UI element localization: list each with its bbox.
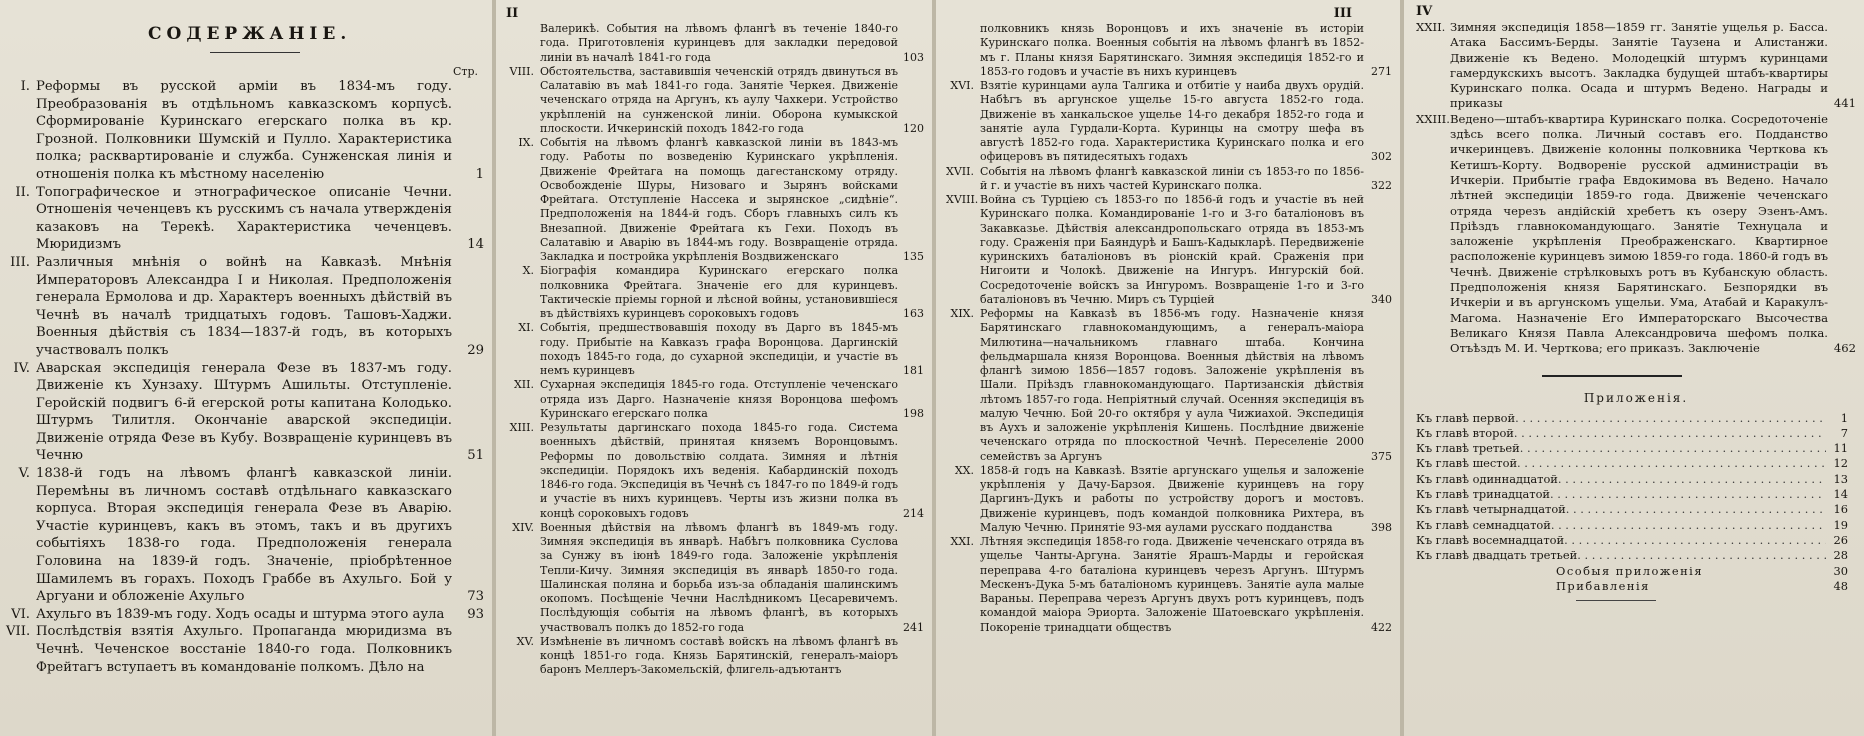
chapter-number: I. (20, 79, 30, 94)
page-number-empty (6, 8, 484, 24)
chapter-summary: Ахульго въ 1839-мъ году. Ходъ осады и штурма этого аула (36, 606, 445, 622)
toc-entry (6, 184, 484, 254)
chapter-page: 340 (1371, 292, 1392, 306)
chapter-number: X. (522, 264, 534, 278)
chapter-summary: Бiографiя командира Куринскаго егерскаго полка полковника Фрейтага. Значенiе его для куринцевъ. Тактическiе прiемы горной и лѣсной войны, установившiеся въ дѣйствiяхъ куринцевъ сороковыхъ годовъ (540, 264, 898, 320)
dot-leader (1566, 502, 1826, 517)
appendix-item (1416, 426, 1856, 441)
chapter-page: 302 (1371, 150, 1392, 164)
chapter-page: 322 (1371, 178, 1392, 192)
appendix-label: Къ главѣ первой (1416, 410, 1516, 425)
chapter-number: V. (18, 466, 30, 482)
appendix-item (1416, 487, 1856, 502)
appendix-label: Прибавленiя (1556, 578, 1650, 593)
chapter-page: 441 (1833, 96, 1856, 111)
chapter-summary: Обстоятельства, заставившiя чеченскiй отрядъ двинуться въ Салатавiю въ маѣ 1841-го года. Занятiе Черкея. Движенiе чеченскаго отряда на Аргунъ, къ аулу Чахкери. Устройство укрѣпленiй на сунженской линiи. Оборона кумыкской плоскости. Ичкеринскiй походъ 1842-го года (540, 64, 898, 135)
appendix-label: Къ главѣ одиннадцатой (1416, 471, 1558, 486)
page-number: IV (1416, 4, 1433, 19)
toc-entry (946, 165, 1392, 194)
toc-entry (6, 78, 484, 184)
chapter-number: XXI. (950, 535, 974, 548)
toc-list (946, 79, 1392, 635)
toc-continuation (506, 22, 924, 65)
toc-entry (6, 623, 484, 676)
toc-entry (506, 264, 924, 321)
appendix-page: 12 (1833, 456, 1848, 471)
chapter-page: 375 (1371, 449, 1392, 463)
chapter-number: XXII. (1416, 20, 1446, 34)
page-3 (936, 0, 1400, 736)
appendix-item (1416, 548, 1856, 563)
appendix-item (1416, 441, 1856, 456)
dot-leader (1514, 426, 1826, 441)
section-divider (1542, 375, 1682, 377)
chapter-page: 462 (1833, 341, 1856, 356)
appendix-page: 7 (1840, 425, 1848, 440)
chapter-summary: Результаты даргинскаго похода 1845-го года. Система военныхъ дѣйствiй, принятая княземъ Воронцовымъ. Реформы по довольствiю солдата. Зимняя и лѣтнiя экспедицiи. Порядокъ ихъ веденiя. Кабардинскiй походъ 1846-го года. Экспедицiя въ Чечнѣ съ 1847-го по 1849-й годъ и участiе въ нихъ куринцевъ. Черты изъ жизни полка въ концѣ сороковыхъ годовъ (540, 421, 898, 520)
chapter-summary: Военныя дѣйствiя на лѣвомъ флангѣ въ 1849-мъ году. Зимняя экспедицiя въ январѣ. Набѣгъ полковника Суслова за Сунжу въ iюнѣ 1849-го года. Заложенiе укрѣпленiя Тепли-Кичу. Зимняя экспедицiя въ январѣ 1850-го года. Шалинская поляна и борьба изъ-за обладанiя шалинскимъ окопомъ. Посѣщенiе Чечни Наслѣдникомъ Цесаревичемъ. Послѣдующiя событiя на лѣвомъ флангѣ, въ которыхъ участвовалъ полкъ до 1852-го года (540, 520, 898, 634)
appendix-label: Къ главѣ шестой (1416, 456, 1518, 471)
chapter-page: 1 (475, 166, 484, 182)
chapter-number: IV. (13, 360, 30, 376)
chapter-page: 422 (1371, 620, 1392, 634)
chapter-number: XIX. (950, 307, 974, 320)
appendix-page: 28 (1833, 548, 1848, 563)
appendix-page: 13 (1833, 471, 1848, 486)
toc-entry (6, 254, 484, 360)
chapter-summary: Взятiе куринцами аула Талгика и отбитiе у наиба двухъ орудiй. Набѣгъ въ аргунское ущелье 15-го августа 1852-го года. Движенiе въ ханкальское ущелье 14-го декабря 1852-го года и занятiе аула Гурдали-Корта. Куринцы на смотру шефа въ августѣ 1852-го года. Характеристика Куринскаго полка и его офицеровъ въ пятидесятыхъ годахъ (980, 79, 1364, 164)
appendix-item (1416, 533, 1856, 548)
appendix-page: 19 (1833, 517, 1848, 532)
chapter-page: 14 (467, 237, 484, 253)
chapter-number: XV. (516, 634, 534, 648)
chapter-summary: Зимняя экспедицiя 1858—1859 гг. Занятiе ущелья р. Басса. Атака Бассимъ-Берды. Занятiе Таузена и Алистанжи. Движенiе къ Ведено. Молодецкiй штурмъ куринцами гамердукскихъ высотъ. Закладка будущей штабъ-квартиры Куринскаго полка. Осада и штурмъ Ведено. Награды и приказы (1450, 20, 1828, 111)
appendix-page: 48 (1833, 578, 1848, 593)
toc-entry (946, 307, 1392, 464)
chapter-page: 103 (903, 50, 924, 64)
chapter-summary: Реформы на Кавказѣ въ 1856-мъ году. Назначенiе князя Барятинскаго главнокомандующимъ, а генералъ-маiора Милютина—начальникомъ главнаго штаба. Кончина фельдмаршала князя Воронцова. Военныя дѣйствiя на лѣвомъ флангѣ зимою 1856—1857 годовъ. Заложенiе укрѣпленiя въ Шали. Прiѣздъ главнокомандующаго. Партизанскiя дѣйствiя лѣтомъ 1857-го года. Непрiятный случай. Осенняя экспедицiя въ малую Чечню. Бой 20-го октября у аула Чижиахой. Экспедицiя въ Аухъ и заложенiе укрѣпленiя Кишень. Послѣдние движенiе чеченскаго отряда по плоскостной Чечнѣ. Переселенiе 2000 семействъ за Аргунъ (980, 307, 1364, 463)
chapter-number: XIV. (512, 520, 534, 534)
page-number: II (506, 6, 519, 21)
page-4 (1404, 0, 1864, 736)
title-ornament-rule (210, 52, 300, 55)
chapter-page: 181 (903, 364, 924, 377)
toc-entry (6, 360, 484, 466)
chapter-page: 241 (903, 620, 924, 634)
chapter-page: 73 (467, 589, 484, 605)
chapter-page: 120 (903, 121, 924, 135)
dot-leader (1520, 441, 1826, 456)
dot-leader (1564, 533, 1826, 548)
appendix-page: 1 (1840, 410, 1848, 425)
chapter-page: 398 (1371, 520, 1392, 534)
toc-entry (506, 635, 924, 678)
toc-entry (506, 421, 924, 521)
toc-list (6, 78, 484, 676)
appendix-heading: Приложенiя. (1583, 390, 1689, 405)
page-title: СОДЕРЖАНIЕ. (148, 24, 352, 44)
chapter-summary: Послѣдствiя взятiя Ахульго. Пропаганда мюридизма въ Чечнѣ. Чеченское восстанiе 1840-го года. Полковникъ Фрейтагъ вступаетъ въ командованiе полкомъ. Дѣло на (36, 624, 452, 675)
chapter-number: XVIII. (946, 193, 979, 206)
toc-entry (506, 321, 924, 378)
chapter-number: VI. (11, 606, 30, 622)
chapter-page: 214 (903, 506, 924, 520)
page-column-header: Стр. (452, 65, 478, 78)
chapter-summary: Сухарная экспедицiя 1845-го года. Отступленiе чеченскаго отряда изъ Дарго. Назначенiе князя Воронцова шефомъ Куринскаго егерскаго полка (540, 378, 898, 420)
chapter-number: IX. (518, 136, 534, 149)
dot-leader (1577, 548, 1826, 563)
toc-list (506, 65, 924, 678)
chapter-summary: Аварская экспедицiя генерала Фезе въ 1837-мъ году. Движенiе къ Хунзаху. Штурмъ Ашильты. Отступленiе. Геройскiй подвигъ 6-й егерской роты капитана Колодько. Штурмъ Тилитля. Окончанiе аварской экспедицiи. Движенiе отряда Фезе въ Кубу. Возвращенiе куринцевъ въ Чечню (36, 360, 452, 464)
chapter-number: XXIII. (1416, 111, 1450, 126)
toc-entry (506, 378, 924, 421)
chapter-summary: Различныя мнѣнiя о войнѣ на Кавказѣ. Мнѣнiя Императоровъ Александра I и Николая. Предположенiя генерала Ермолова и др. Характеръ военныхъ дѣйствiй въ Чечнѣ въ началѣ тридцатыхъ годовъ. Ташовъ-Хаджи. Военныя дѣйствiя съ 1834—1837-й годъ, въ которыхъ участвовалъ полкъ (36, 254, 452, 358)
chapter-page: 135 (903, 250, 924, 263)
toc-entry (1416, 20, 1856, 112)
chapter-page: 93 (467, 606, 484, 622)
chapter-number: XVII. (946, 164, 974, 178)
appendix-page: 30 (1833, 563, 1848, 578)
chapter-summary: Лѣтняя экспедицiя 1858-го года. Движенiе чеченскаго отряда въ ущелье Чанты-Аргуна. Занятiе Ярашъ-Марды и геройская переправа 4-го баталiона куринцевъ черезъ Аргунъ. Штурмъ Мескенъ-Дука 5-мъ баталiономъ куринцевъ. Занятiе аула малые Вараньы. Переправа черезъ Аргунъ двухъ ротъ куринцевъ, подъ командой маiора Эриорта. Заложенiе Шатоевскаго укрѣпленiя. Покоренiе тринадцати обществъ (980, 535, 1364, 634)
appendix-label: Къ главѣ семнадцатой (1416, 517, 1551, 532)
page-2 (496, 0, 932, 736)
tail-ornament (1576, 600, 1656, 601)
toc-entry (6, 465, 484, 606)
appendix-page: 14 (1833, 487, 1848, 502)
toc-entry (1416, 112, 1856, 357)
chapter-summary: 1838-й годъ на лѣвомъ флангѣ кавказской линiи. Перемѣны въ личномъ составѣ отдѣльнаго кавказскаго корпуса. Вторая экспедицiя генерала Фезе въ Аварiю. Участiе куринцевъ, какъ въ этомъ, такъ и въ другихъ событiяхъ 1838-го года. Предположенiя генерала Головина на 1839-й годъ. Значенiе, прiобрѣтенное Шамилемъ въ горахъ. Походъ Граббе въ Ахульго. Бой у Аргуани и обложенiе Ахульго (36, 466, 452, 605)
appendix-label: Особыя приложенiя (1556, 563, 1704, 578)
chapter-number: XVI. (950, 79, 974, 92)
toc-list (1416, 20, 1856, 357)
appendix-label: Къ главѣ тринадцатой (1416, 487, 1551, 502)
appendix-page: 16 (1833, 502, 1848, 517)
page-number: III (1333, 6, 1352, 21)
appendix-item (1416, 456, 1856, 471)
dot-leader (1550, 487, 1826, 502)
special-appendix-item (1416, 564, 1856, 579)
chapter-page: 198 (903, 406, 924, 420)
toc-entry (6, 606, 484, 624)
chapter-number: III. (10, 254, 30, 270)
appendix-page: 11 (1833, 441, 1848, 456)
chapter-page: 51 (467, 448, 484, 464)
chapter-number: XII. (513, 378, 534, 392)
chapter-number: VIII. (509, 64, 534, 78)
appendix-label: Къ главѣ второй (1416, 425, 1514, 440)
chapter-summary: Событiя на лѣвомъ флангѣ кавказской линiи въ 1843-мъ году. Работы по возведенiю Куринскаго укрѣпленiя. Движенiе Фрейтага на помощь дагестанскому отряду. Освобожденiе Шуры, Низоваго и Зырянъ войсками Фрейтага. Отступленiе Нассека и зырянское „сидѣнiе“. Предположенiя на 1844-й годъ. Сборъ главныхъ силъ къ Внезапной. Движенiе Фрейтага къ Гехи. Походъ въ Салатавiю и Аварiю въ 1844-мъ году. Возвращенiе отряда. Закладка и постройка укрѣпленiя Воздвиженскаго (540, 136, 898, 263)
chapter-summary: Топографическое и этнографическое описанiе Чечни. Отношенiя чеченцевъ къ русскимъ съ начала утвержденiя казаковъ на Терекѣ. Характеристика чеченцевъ. Мюридизмъ (36, 184, 452, 253)
toc-entry (946, 464, 1392, 535)
chapter-summary: Измѣненiе въ личномъ составѣ войскъ на лѣвомъ флангѣ въ концѣ 1851-го года. Князь Барятинскiй, генералъ-маiоръ баронъ Меллеръ-Закомельскiй, флигель-адъютантъ (540, 634, 898, 677)
toc-entry (506, 136, 924, 264)
chapter-summary: Валерикѣ. События на лѣвомъ флангѣ въ теченiе 1840-го года. Приготовленiя куринцевъ для закладки передовой линiи въ началѣ 1841-го года (540, 22, 898, 64)
chapter-page: 29 (467, 342, 484, 358)
appendix-item (1416, 502, 1856, 517)
chapter-number: II. (15, 184, 30, 200)
chapter-page: 271 (1371, 64, 1392, 78)
appendix-item (1416, 411, 1856, 426)
chapter-summary: Реформы въ русской армiи въ 1834-мъ году. Преобразованiя въ отдѣльномъ кавказскомъ корпусѣ. Сформированiе Куринскаго егерскаго полка въ кр. Грозной. Полковники Шумскiй и Пулло. Характеристика полка; расквартированiе и служба. Сунженская линiя и отношенiя полка къ мѣстному населенiю (36, 79, 452, 182)
appendix-item (1416, 518, 1856, 533)
toc-entry (506, 521, 924, 635)
chapter-number: XIII. (509, 421, 534, 434)
dot-leader (1558, 472, 1826, 487)
chapter-summary: полковникъ князь Воронцовъ и ихъ значенiе въ исторiи Куринскаго полка. Военныя событiя на лѣвомъ флангѣ въ 1852-мъ г. Планы князя Барятинскаго. Зимняя экспедицiя 1852-го и 1853-го годовъ и участiе въ нихъ куринцевъ (980, 22, 1364, 78)
chapter-number: XX. (954, 463, 974, 477)
appendix-label: Къ главѣ двадцать третьей (1416, 548, 1578, 563)
toc-entry (946, 79, 1392, 165)
chapter-summary: Ведено—штабъ-квартира Куринскаго полка. Сосредоточенiе здѣсь всего полка. Личный составъ его. Подданство ичкеринцевъ. Движенiе колонны полковника Черткова къ Кетишъ-Корту. Водворенiе русской администрацiи въ Ичкерiи. Прибытiе графа Евдокимова въ Ведено. Начало лѣтней экспедицiи 1859-го года. Движенiе чеченскаго отряда черезъ андiйскiй хребетъ къ озеру Эзенъ-Амъ. Прiѣздъ главнокомандующаго. Занятiе Технуцала и заложенiе укрѣпленiя Преображенскаго. Квартирное расположенiе куринцевъ зимою 1859-го года. 1860-й годъ въ Чечнѣ. Движенiе стрѣлковыхъ ротъ въ Кубанскую область. Предположенiя князя Барятинскаго. Безпорядки въ Ичкерiи и въ аргунскомъ ущельи. Ума, Атабай и Каракулъ-Магома. Назначенiе Его Императорскаго Высочества Великаго Князя Павла Александровича шефомъ полка. Отъѣздъ М. И. Черткова; его приказъ. Заключенiе (1450, 111, 1828, 356)
appendix-page: 26 (1833, 532, 1848, 547)
dot-leader (1551, 518, 1826, 533)
page-1 (0, 0, 492, 736)
appendix-label: Къ главѣ восемнадцатой (1416, 532, 1565, 547)
dot-leader (1517, 456, 1826, 471)
toc-continuation (946, 22, 1392, 79)
chapter-number: VII. (6, 624, 31, 640)
chapter-summary: Событiя на лѣвомъ флангѣ кавказской линiи съ 1853-го по 1856-й г. и участiе въ нихъ частей Куринскаго полка. (980, 164, 1364, 192)
chapter-number: XI. (518, 321, 534, 335)
dot-leader (1515, 411, 1826, 426)
appendix-label: Къ главѣ четырнадцатой (1416, 502, 1566, 517)
toc-entry (946, 193, 1392, 307)
chapter-page: 163 (903, 307, 924, 320)
toc-entry (946, 535, 1392, 635)
appendix-item (1416, 472, 1856, 487)
appendix-list (1416, 411, 1856, 595)
special-appendix-item (1416, 579, 1856, 594)
chapter-summary: 1858-й годъ на Кавказѣ. Взятiе аргунскаго ущелья и заложенiе укрѣпленiя у Дачу-Барзоя. Движенiе куринцевъ на гору Даргинъ-Дукъ и работы по устройству дорогъ и мостовъ. Движенiе куринцевъ, подъ командой полковника Рихтера, въ Малую Чечню. Принятiе 93-мя аулами русскаго подданства (980, 463, 1364, 534)
toc-entry (506, 65, 924, 136)
appendix-label: Къ главѣ третьей (1416, 441, 1520, 456)
chapter-summary: Война съ Турцiею съ 1853-го по 1856-й годъ и участiе въ ней Куринскаго полка. Командированiе 1-го и 3-го баталiоновъ въ Закавказье. Дѣйствiя александропольскаго отряда въ 1853-мъ году. Сраженiя при Баяндурѣ и Башъ-Кадыкларѣ. Передвиженiе куринскихъ баталiоновъ въ рiонскiй край. Сраженiя при Нигоити и Чолокѣ. Движенiе на Ингуръ. Ингурскiй бой. Сосредоточенiе войскъ за Ингуромъ. Возвращенiе 1-го и 3-го баталiоновъ въ Чечню. Миръ съ Турцiей (980, 193, 1364, 306)
chapter-summary: Событiя, предшествовавшiя походу въ Дарго въ 1845-мъ году. Прибытiе на Кавказъ графа Воронцова. Даргинскiй походъ 1845-го года, до сухарной экспедицiи, и участiе въ немъ куринцевъ (540, 321, 898, 377)
